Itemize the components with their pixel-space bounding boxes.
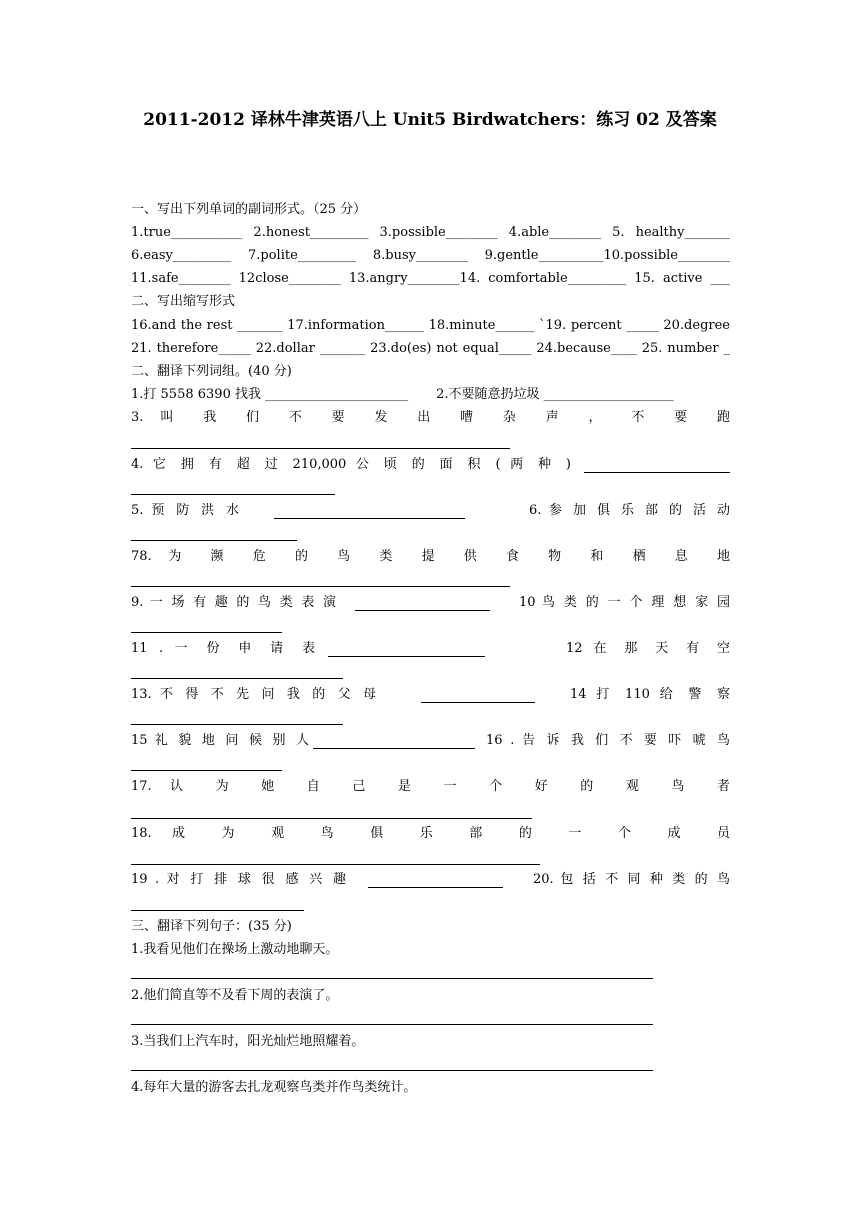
answer-line bbox=[131, 678, 343, 679]
answer-line bbox=[131, 818, 532, 819]
answer-line bbox=[131, 586, 510, 587]
question: 2.不要随意扔垃圾 ____________________ bbox=[436, 387, 674, 402]
question: 10 鸟 类 的 一 个 理 想 家 园 bbox=[519, 595, 730, 610]
answer-line bbox=[584, 472, 730, 473]
question: 78. 为 濒 危 的 鸟 类 提 供 食 物 和 栖 息 地 bbox=[131, 549, 730, 564]
exercise-row: 1.true___________ 2.honest_________ 3.possible________ 4.able________ 5. healthy_______ bbox=[131, 225, 730, 240]
sentence: 2.他们简直等不及看下周的表演了。 bbox=[131, 988, 339, 1003]
question: 16 . 告 诉 我 们 不 要 吓 唬 鸟 bbox=[486, 733, 730, 748]
answer-line bbox=[131, 864, 540, 865]
question: 13. 不 得 不 先 问 我 的 父 母 bbox=[131, 687, 376, 702]
question: 14 打 110 给 警 察 bbox=[570, 687, 730, 702]
question: 20. 包 括 不 同 种 类 的 鸟 bbox=[533, 872, 730, 887]
answer-line bbox=[131, 494, 335, 495]
answer-line bbox=[328, 656, 485, 657]
question: 4. 它 拥 有 超 过 210,000 公 顷 的 面 积 ( 两 种 ) bbox=[131, 457, 571, 472]
question: 12 在 那 天 有 空 bbox=[566, 641, 730, 656]
section-heading: 一、写出下列单词的副词形式。（25 分） bbox=[131, 202, 367, 217]
exercise-row: 11.safe________ 12close________ 13.angry________14. comfortable_________ 15. active ___ bbox=[131, 271, 730, 286]
exercise-row: 21. therefore_____ 22.dollar _______ 23.do(es) not equal_____ 24.because____ 25. number _ bbox=[131, 341, 730, 356]
answer-line bbox=[421, 702, 535, 703]
exercise-row: 6.easy_________ 7.polite_________ 8.busy________ 9.gentle__________10.possible________ bbox=[131, 248, 730, 263]
question: 15 礼 貌 地 问 候 别 人 bbox=[131, 733, 309, 748]
answer-line bbox=[131, 632, 282, 633]
question: 3. 叫 我 们 不 要 发 出 嘈 杂 声 ， 不 要 跑 bbox=[131, 410, 730, 425]
answer-line bbox=[131, 978, 653, 979]
section-heading: 二、翻译下列词组。(40 分) bbox=[131, 364, 292, 379]
answer-line bbox=[368, 887, 503, 888]
answer-line bbox=[131, 1024, 653, 1025]
answer-line bbox=[131, 724, 343, 725]
question: 19 . 对 打 排 球 很 感 兴 趣 bbox=[131, 872, 346, 887]
question: 5. 预 防 洪 水 bbox=[131, 503, 239, 518]
answer-line bbox=[274, 518, 465, 519]
question: 17. 认 为 她 自 己 是 一 个 好 的 观 鸟 者 bbox=[131, 779, 730, 794]
question: 9. 一 场 有 趣 的 鸟 类 表 演 bbox=[131, 595, 336, 610]
exercise-row: 16.and the rest _______ 17.information______ 18.minute______ `19. percent _____ 20.degree bbox=[131, 318, 730, 333]
question: 11 . 一 份 申 请 表 bbox=[131, 641, 315, 656]
answer-line bbox=[313, 748, 475, 749]
answer-line bbox=[355, 610, 490, 611]
question: 6. 参 加 俱 乐 部 的 活 动 bbox=[529, 503, 730, 518]
sentence: 4.每年大量的游客去扎龙观察鸟类并作鸟类统计。 bbox=[131, 1080, 417, 1095]
answer-line bbox=[131, 770, 282, 771]
question: 18. 成 为 观 鸟 俱 乐 部 的 一 个 成 员 bbox=[131, 826, 730, 841]
question-line bbox=[131, 385, 730, 405]
page-title: 2011-2012 译林牛津英语八上 Unit5 Birdwatchers：练习 02 及答案 bbox=[143, 110, 717, 130]
answer-line bbox=[131, 910, 304, 911]
answer-line bbox=[131, 540, 297, 541]
sentence: 1.我看见他们在操场上激动地聊天。 bbox=[131, 942, 339, 957]
section-heading: 二、写出缩写形式 bbox=[131, 294, 236, 309]
answer-line bbox=[131, 1070, 653, 1071]
question: 1.打 5558 6390 找我 ______________________ bbox=[131, 387, 409, 402]
answer-line bbox=[131, 448, 510, 449]
section-heading: 三、翻译下列句子：(35 分) bbox=[131, 919, 292, 934]
sentence: 3.当我们上汽车时，阳光灿烂地照耀着。 bbox=[131, 1034, 365, 1049]
